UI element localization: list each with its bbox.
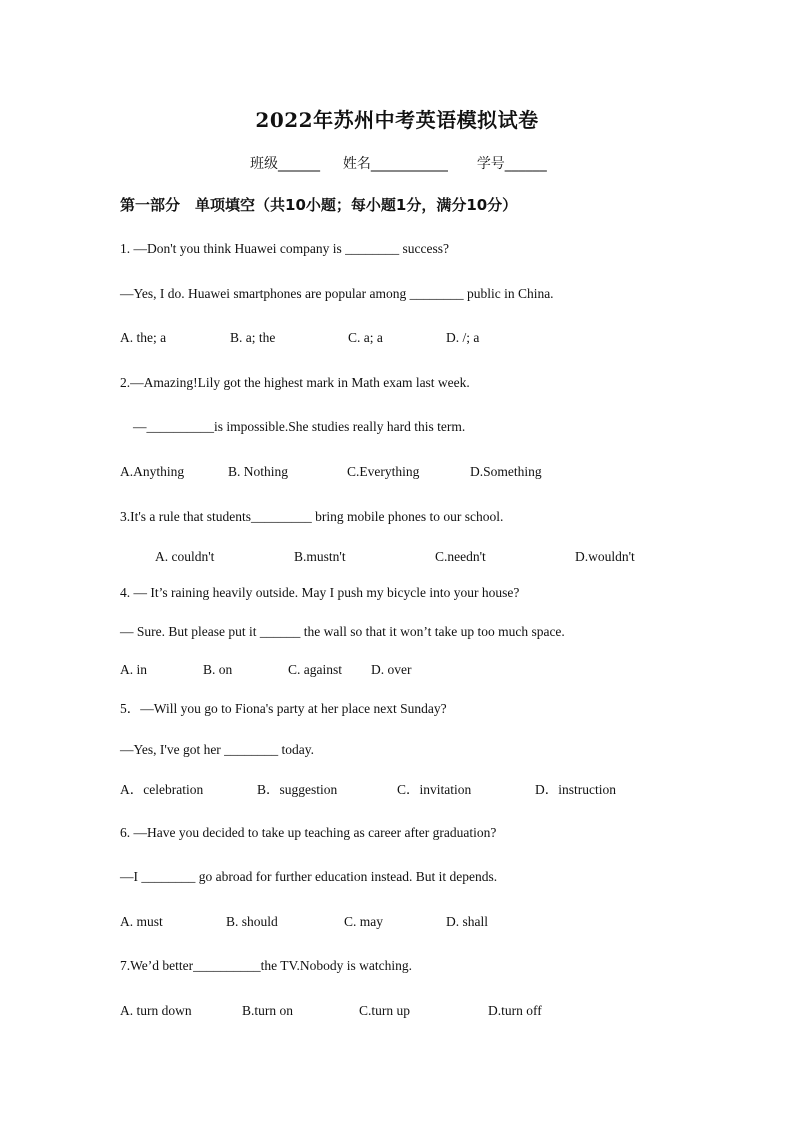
question-5-stem: 5．—Will you go to Fiona's party at her place next Sunday? <box>120 701 447 716</box>
question-6-stem: 6. —Have you decided to take up teaching as career after graduation? <box>120 825 497 840</box>
question-7-stem: 7.We’d better__________the TV.Nobody is watching. <box>120 958 412 973</box>
question-4-option-a: A. in <box>120 662 147 677</box>
question-1-option-a: A. the; a <box>120 330 167 345</box>
question-7-option-d: D.turn off <box>488 1003 542 1018</box>
question-5-option-d: D．instruction <box>535 782 616 797</box>
question-5-option-a: A．celebration <box>120 782 204 797</box>
question-2-option-d: D.Something <box>470 464 542 479</box>
question-1-answer-line: —Yes, I do. Huawei smartphones are popular among ________ public in China. <box>120 286 554 301</box>
class-field: 班级______ <box>250 156 320 172</box>
question-2-option-c: C.Everything <box>347 464 420 479</box>
question-2-option-a: A.Anything <box>120 464 185 479</box>
question-2-option-b: B. Nothing <box>228 464 289 479</box>
question-4-stem: 4. — It’s raining heavily outside. May I push my bicycle into your house? <box>120 585 520 600</box>
question-3-option-b: B.mustn't <box>294 549 346 564</box>
question-2-stem: 2.—Amazing!Lily got the highest mark in Math exam last week. <box>120 375 470 390</box>
question-7-option-a: A. turn down <box>120 1003 192 1018</box>
question-1-option-b: B. a; the <box>230 330 276 345</box>
student-number-field: 学号______ <box>476 156 547 172</box>
question-3-stem: 3.It's a rule that students_________ bring mobile phones to our school. <box>120 509 504 524</box>
question-2-answer-line: —__________is impossible.She studies really hard this term. <box>133 419 466 434</box>
question-6-answer-line: —I ________ go abroad for further education instead. But it depends. <box>120 869 498 884</box>
question-1-option-c: C. a; a <box>348 330 383 345</box>
question-6-option-d: D. shall <box>446 914 488 929</box>
question-3-option-d: D.wouldn't <box>575 549 635 564</box>
question-3-option-c: C.needn't <box>435 549 486 564</box>
question-1-option-d: D. /; a <box>446 330 480 345</box>
question-1-stem: 1. —Don't you think Huawei company is ________ success? <box>120 241 450 256</box>
question-4-option-d: D. over <box>371 662 412 677</box>
name-field: 姓名___________ <box>342 156 448 172</box>
student-info <box>250 153 547 173</box>
question-5-answer-line: —Yes, I've got her ________ today. <box>120 742 315 757</box>
question-3-option-a: A. couldn't <box>155 549 215 564</box>
question-4-option-c: C. against <box>288 662 342 677</box>
question-6-option-b: B. should <box>226 914 278 929</box>
question-5-option-b: B．suggestion <box>257 782 338 797</box>
question-4-answer-line: — Sure. But please put it ______ the wall so that it won’t take up too much space. <box>120 624 565 639</box>
exam-title: 2022年苏州中考英语模拟试卷 <box>255 108 539 132</box>
question-4-option-b: B. on <box>203 662 233 677</box>
section-heading: 第一部分 单项填空（共10小题；每小题1分，满分10分） <box>120 196 518 214</box>
question-7-option-c: C.turn up <box>359 1003 411 1018</box>
question-6-option-c: C. may <box>344 914 383 929</box>
question-5-option-c: C．invitation <box>397 782 472 797</box>
question-7-option-b: B.turn on <box>242 1003 294 1018</box>
question-6-option-a: A. must <box>120 914 163 929</box>
